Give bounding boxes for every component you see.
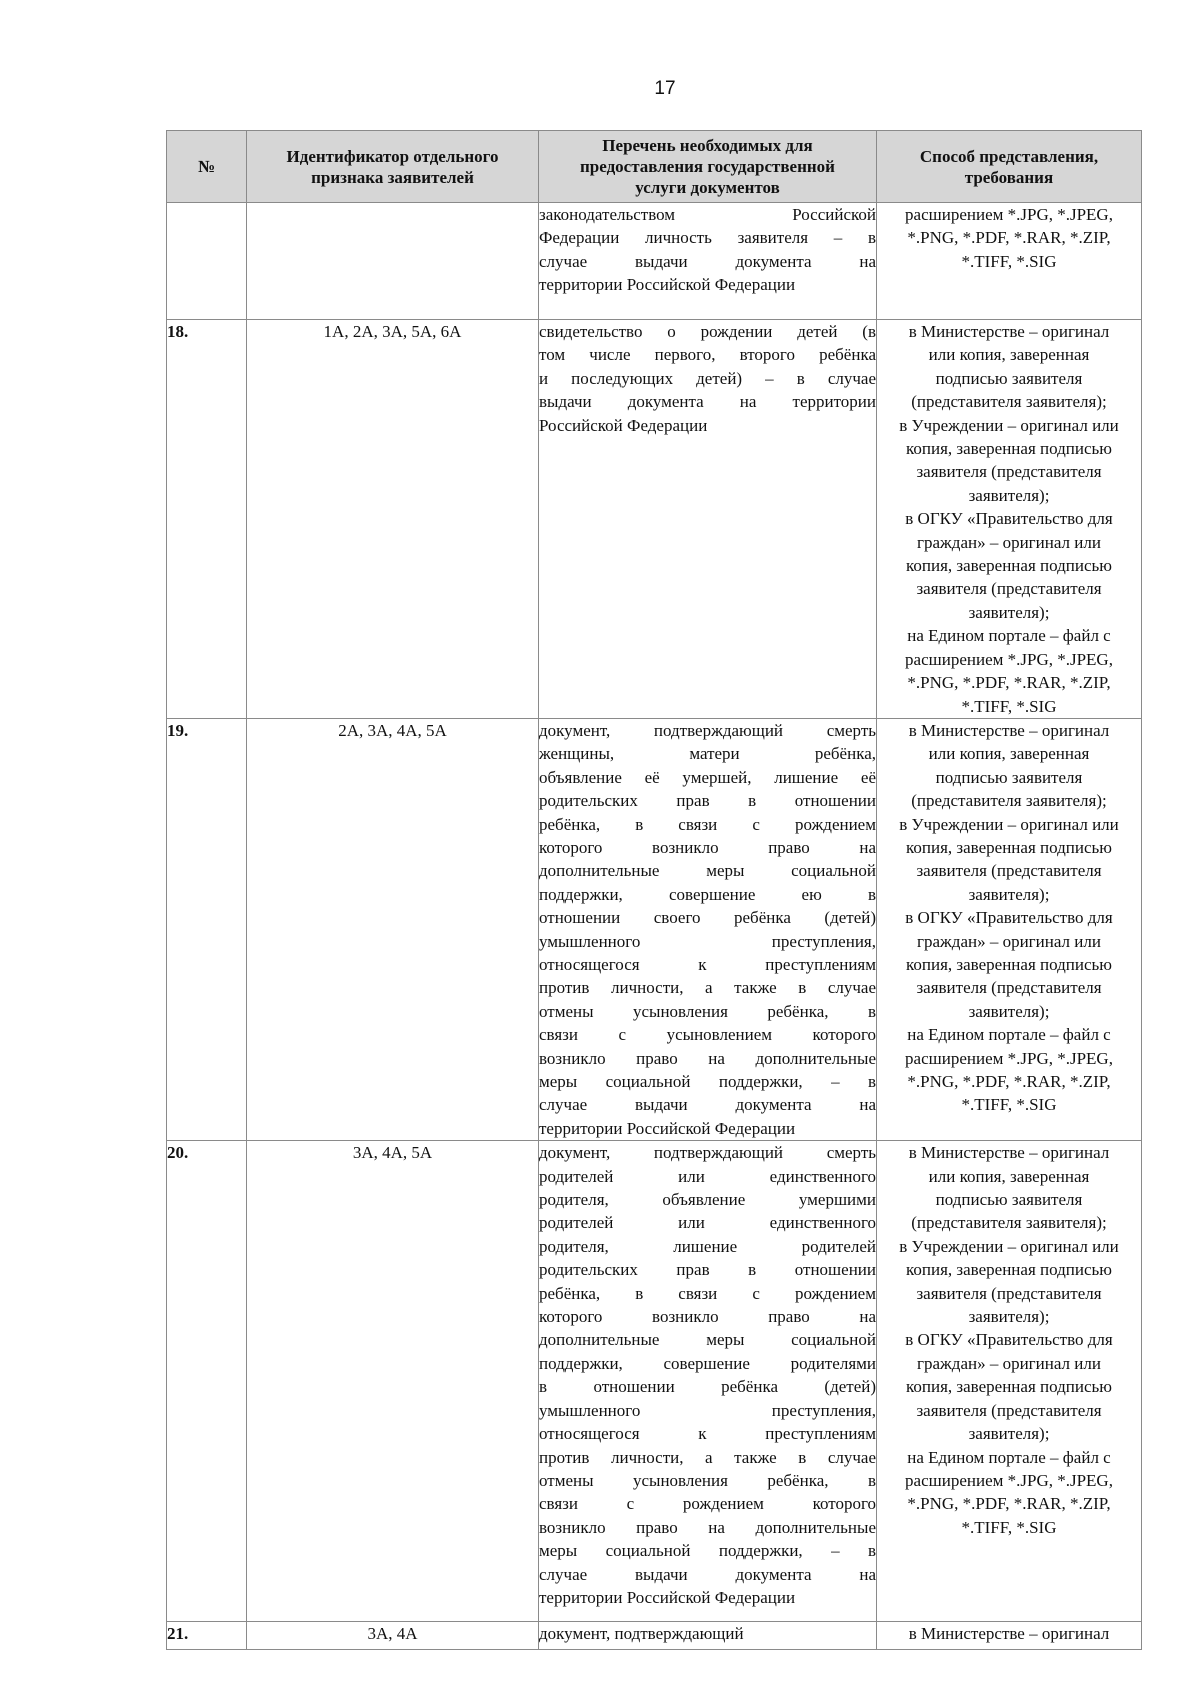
method-line: на Едином портале – файл с	[907, 1447, 1111, 1467]
row-number: 21.	[167, 1622, 247, 1650]
method-line: копия, заверенная подписью	[906, 837, 1112, 857]
row-identifier	[247, 203, 539, 320]
table-row	[167, 203, 1142, 320]
header-documents	[539, 131, 877, 203]
method-line: заявителя (представителя	[916, 1283, 1102, 1303]
documents-line: дополнительные меры социальной	[539, 1330, 876, 1350]
row-documents	[539, 1141, 877, 1622]
documents-line: умышленного преступления,	[539, 931, 876, 951]
requirements-table	[166, 130, 1142, 1650]
method-line: на Едином портале – файл с	[907, 626, 1111, 646]
documents-line: отношении своего ребёнка (детей)	[539, 908, 876, 928]
method-line: (представителя заявителя);	[911, 1213, 1107, 1233]
header-identifier	[247, 131, 539, 203]
documents-line: свидетельство о рождении детей (в	[539, 322, 876, 341]
documents-line: ребёнка, в связи с рождением	[539, 814, 876, 834]
row-method	[877, 203, 1142, 320]
method-line: подписью заявителя	[935, 368, 1083, 388]
documents-line: Российской Федерации	[539, 415, 708, 435]
documents-line: поддержки, совершение родителями	[539, 1353, 876, 1373]
method-line: или копия, заверенная	[928, 345, 1090, 365]
documents-line: отмены усыновления ребёнка, в	[539, 1001, 876, 1021]
method-line: в ОГКУ «Правительство для	[905, 908, 1113, 928]
method-line: заявителя);	[968, 884, 1050, 904]
table-row	[167, 1622, 1142, 1650]
method-line: заявителя (представителя	[916, 462, 1102, 482]
documents-line: территории Российской Федерации	[539, 1587, 796, 1607]
documents-line: против личности, а также в случае	[539, 1447, 876, 1467]
documents-line: возникло право на дополнительные	[539, 1517, 876, 1537]
method-line: подписью заявителя	[935, 1190, 1083, 1210]
header-identifier-line: признака заявителей	[311, 167, 474, 187]
method-line: *.PNG, *.PDF, *.RAR, *.ZIP,	[907, 1072, 1111, 1091]
method-line: в ОГКУ «Правительство для	[905, 1330, 1113, 1350]
table-body	[167, 203, 1142, 1650]
documents-line: случае выдачи документа на	[539, 1564, 876, 1584]
row-documents	[539, 203, 877, 320]
documents-line: документ, подтверждающий	[539, 1624, 744, 1644]
documents-line: родителя, объявление умершими	[539, 1190, 876, 1210]
method-line: заявителя);	[968, 602, 1050, 622]
documents-line: связи с рождением которого	[539, 1494, 876, 1514]
method-line: расширением *.JPG, *.JPEG,	[905, 205, 1113, 224]
method-line: *.TIFF, *.SIG	[961, 1095, 1057, 1115]
method-line: *.TIFF, *.SIG	[961, 1517, 1057, 1537]
documents-line: родителей или единственного	[539, 1213, 876, 1233]
method-line: копия, заверенная подписью	[906, 1377, 1112, 1397]
documents-line: случае выдачи документа на	[539, 1095, 876, 1115]
method-line: подписью заявителя	[935, 767, 1083, 787]
method-line: заявителя);	[968, 485, 1050, 505]
method-line: заявителя);	[968, 1424, 1050, 1444]
method-line: в Учреждении – оригинал или	[899, 1236, 1119, 1256]
row-method	[877, 718, 1142, 1140]
documents-line: в отношении ребёнка (детей)	[539, 1377, 876, 1397]
method-line: расширением *.JPG, *.JPEG,	[905, 1470, 1113, 1490]
method-line: в Министерстве – оригинал	[908, 1624, 1110, 1644]
table-row	[167, 718, 1142, 1140]
row-identifier: 1А, 2А, 3А, 5А, 6А	[247, 320, 539, 719]
method-line: или копия, заверенная	[928, 744, 1090, 764]
row-documents	[539, 718, 877, 1140]
documents-line: против личности, а также в случае	[539, 978, 876, 998]
documents-line: объявление её умершей, лишение её	[539, 767, 876, 787]
documents-line: женщины, матери ребёнка,	[539, 744, 876, 764]
row-method	[877, 1622, 1142, 1650]
table-row	[167, 320, 1142, 719]
documents-line: поддержки, совершение ею в	[539, 884, 876, 904]
row-identifier: 3А, 4А, 5А	[247, 1141, 539, 1622]
method-line: расширением *.JPG, *.JPEG,	[905, 1048, 1113, 1068]
method-line: граждан» – оригинал или	[917, 532, 1101, 552]
method-line: граждан» – оригинал или	[917, 931, 1101, 951]
documents-line: меры социальной поддержки, – в	[539, 1541, 876, 1561]
method-line: копия, заверенная подписью	[906, 439, 1112, 459]
method-line: (представителя заявителя);	[911, 392, 1107, 412]
documents-line: которого возникло право на	[539, 1307, 876, 1327]
header-documents-line: Перечень необходимых для	[602, 136, 813, 155]
documents-line: умышленного преступления,	[539, 1400, 876, 1420]
header-method-line: Способ представления,	[919, 146, 1099, 166]
method-line: копия, заверенная подписью	[906, 556, 1112, 576]
documents-line: случае выдачи документа на	[539, 251, 876, 271]
documents-line: относящегося к преступлениям	[539, 954, 876, 974]
row-method	[877, 1141, 1142, 1622]
method-line: в Министерстве – оригинал	[908, 720, 1110, 740]
row-number: 20.	[167, 1141, 247, 1622]
header-number: №	[167, 131, 247, 203]
method-line: в Учреждении – оригинал или	[899, 415, 1119, 435]
method-line: заявителя (представителя	[916, 978, 1102, 998]
header-documents-line: предоставления государственной	[580, 157, 835, 176]
documents-line: ребёнка, в связи с рождением	[539, 1283, 876, 1303]
row-documents	[539, 1622, 877, 1650]
documents-line: возникло право на дополнительные	[539, 1048, 876, 1068]
row-identifier: 2А, 3А, 4А, 5А	[247, 718, 539, 1140]
documents-line: родительских прав в отношении	[539, 791, 876, 811]
method-line: в Учреждении – оригинал или	[899, 814, 1119, 834]
documents-line: связи с усыновлением которого	[539, 1025, 876, 1045]
method-line: *.TIFF, *.SIG	[961, 696, 1057, 716]
method-line: заявителя (представителя	[916, 579, 1102, 599]
documents-line: родителей или единственного	[539, 1166, 876, 1186]
table-row	[167, 1141, 1142, 1622]
method-line: *.TIFF, *.SIG	[961, 251, 1057, 271]
documents-line: меры социальной поддержки, – в	[539, 1072, 876, 1091]
documents-line: и последующих детей) – в случае	[539, 368, 876, 388]
method-line: *.PNG, *.PDF, *.RAR, *.ZIP,	[907, 1494, 1111, 1514]
method-line: (представителя заявителя);	[911, 791, 1107, 811]
method-line: *.PNG, *.PDF, *.RAR, *.ZIP,	[907, 228, 1111, 248]
documents-line: Федерации личность заявителя – в	[539, 228, 876, 248]
method-line: в Министерстве – оригинал	[908, 322, 1110, 341]
documents-line: дополнительные меры социальной	[539, 861, 876, 881]
row-documents	[539, 320, 877, 719]
documents-line: родителя, лишение родителей	[539, 1236, 876, 1256]
header-method	[877, 131, 1142, 203]
row-method	[877, 320, 1142, 719]
documents-line: законодательством Российской	[539, 205, 876, 224]
method-line: копия, заверенная подписью	[906, 1260, 1112, 1280]
page-number: 17	[654, 78, 676, 99]
header-documents-line: услуги документов	[635, 178, 780, 197]
method-line: заявителя);	[968, 1307, 1050, 1327]
documents-line: родительских прав в отношении	[539, 1260, 876, 1280]
documents-line: относящегося к преступлениям	[539, 1424, 876, 1444]
row-number	[167, 203, 247, 320]
row-number: 18.	[167, 320, 247, 719]
header-identifier-line: Идентификатор отдельного	[286, 146, 499, 166]
method-line: заявителя (представителя	[916, 1400, 1102, 1420]
documents-line: документ, подтверждающий смерть	[539, 720, 876, 740]
documents-line: отмены усыновления ребёнка, в	[539, 1470, 876, 1490]
documents-line: выдачи документа на территории	[539, 392, 876, 412]
method-line: на Едином портале – файл с	[907, 1025, 1111, 1045]
method-line: или копия, заверенная	[928, 1166, 1090, 1186]
row-number: 19.	[167, 718, 247, 1140]
method-line: копия, заверенная подписью	[906, 954, 1112, 974]
documents-line: том числе первого, второго ребёнка	[539, 345, 876, 365]
row-identifier: 3А, 4А	[247, 1622, 539, 1650]
documents-line: территории Российской Федерации	[539, 275, 796, 295]
method-line: в Министерстве – оригинал	[908, 1143, 1110, 1163]
documents-line: которого возникло право на	[539, 837, 876, 857]
method-line: расширением *.JPG, *.JPEG,	[905, 649, 1113, 669]
method-line: заявителя (представителя	[916, 861, 1102, 881]
table-header-row	[167, 131, 1142, 203]
method-line: заявителя);	[968, 1001, 1050, 1021]
method-line: граждан» – оригинал или	[917, 1353, 1101, 1373]
header-method-line: требования	[964, 167, 1054, 187]
method-line: в ОГКУ «Правительство для	[905, 509, 1113, 529]
documents-line: документ, подтверждающий смерть	[539, 1143, 876, 1163]
documents-line: территории Российской Федерации	[539, 1118, 796, 1138]
method-line: *.PNG, *.PDF, *.RAR, *.ZIP,	[907, 673, 1111, 693]
